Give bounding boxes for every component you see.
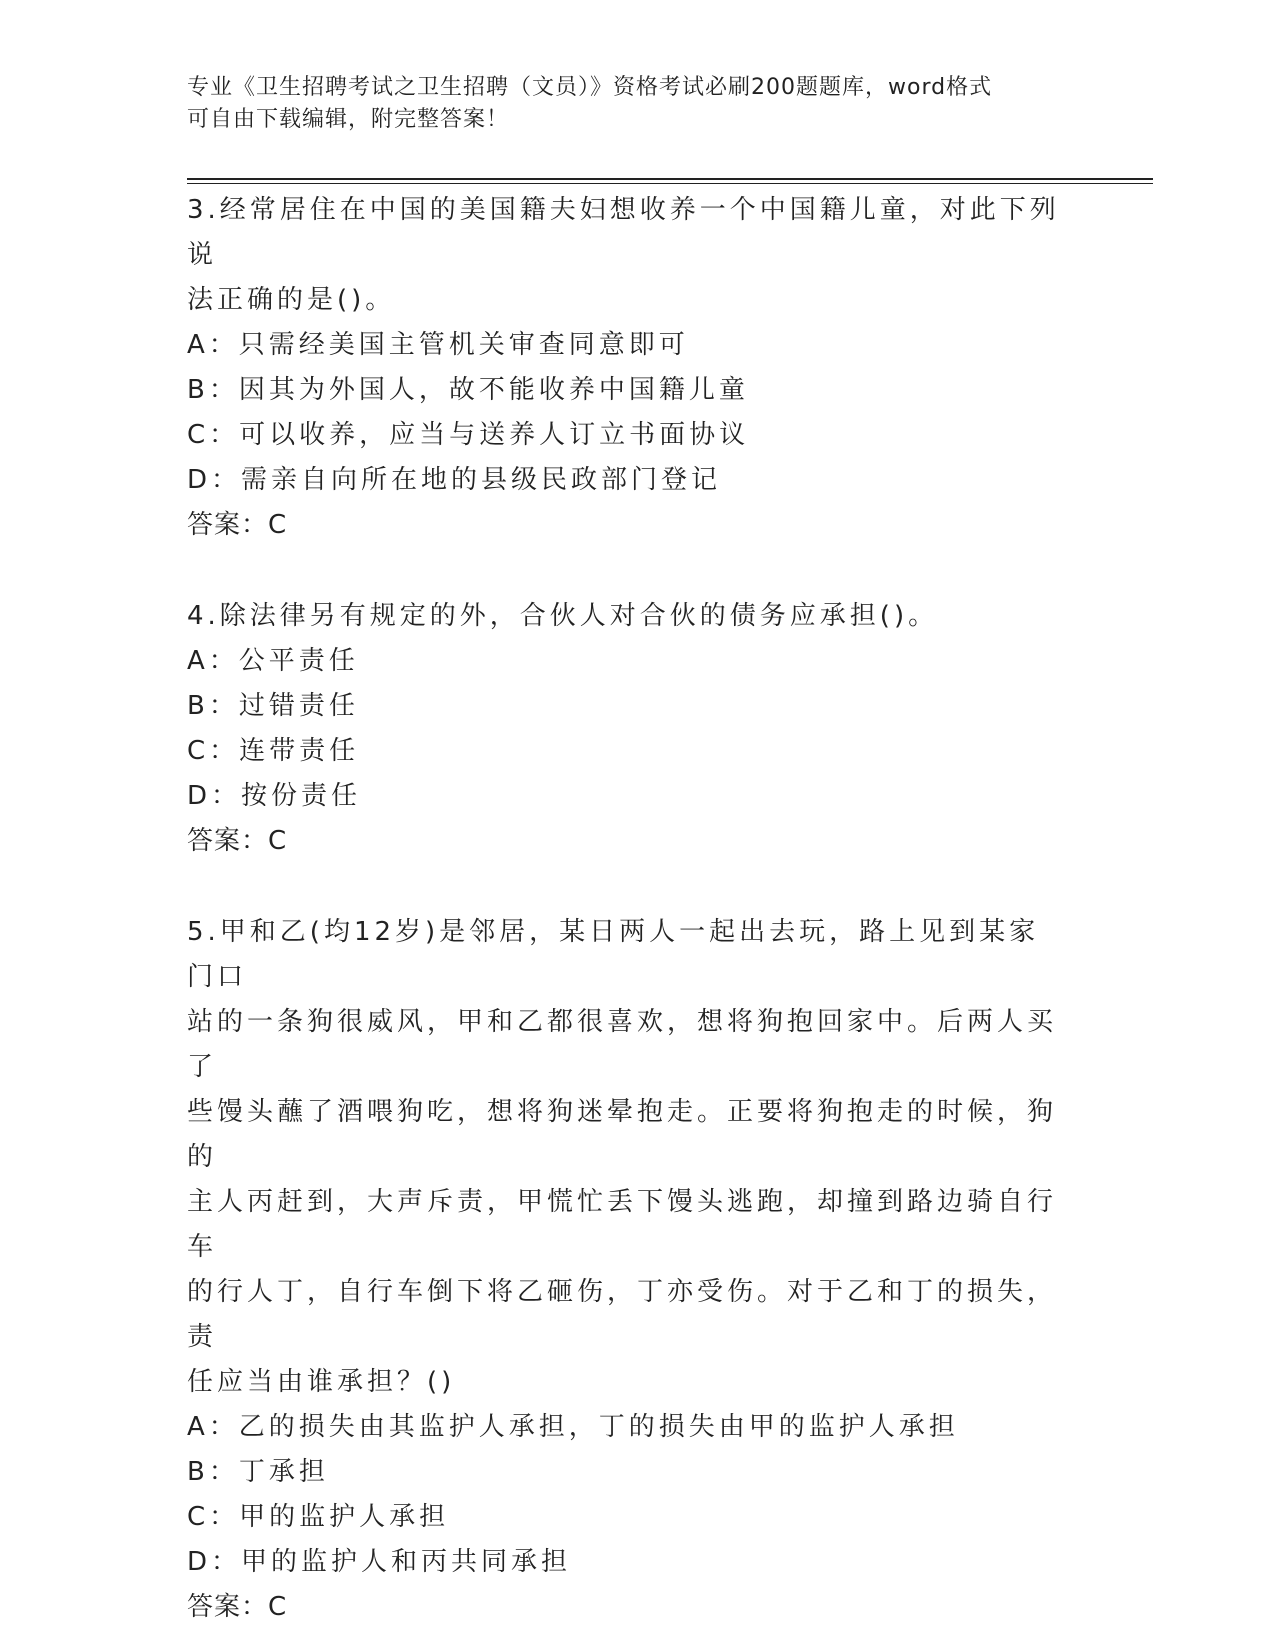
- option-c: C：可以收养，应当与送养人订立书面协议: [187, 420, 750, 450]
- option-b: B：因其为外国人，故不能收养中国籍儿童: [187, 375, 749, 405]
- header-divider-thin: [187, 183, 1153, 184]
- answer: 答案：C: [187, 826, 288, 856]
- answer: 答案：C: [187, 1592, 288, 1622]
- option-d: D：甲的监护人和丙共同承担: [187, 1547, 572, 1577]
- question-4: [187, 594, 1067, 864]
- option-c: C：甲的监护人承担: [187, 1502, 450, 1532]
- question-spacer: [187, 864, 1067, 910]
- question-stem-line: 法正确的是()。: [187, 285, 396, 315]
- option-d: D：需亲自向所在地的县级民政部门登记: [187, 465, 722, 495]
- option-b: B：丁承担: [187, 1457, 329, 1487]
- option-d: D：按份责任: [187, 781, 362, 811]
- option-a: A：只需经美国主管机关审查同意即可: [187, 330, 689, 360]
- question-stem-line: 3.经常居住在中国的美国籍夫妇想收养一个中国籍儿童，对此下列说: [187, 195, 1060, 270]
- question-3: [187, 188, 1067, 548]
- question-stem-line: 任应当由谁承担？(): [187, 1367, 456, 1397]
- document-header: [187, 72, 1067, 136]
- question-stem-line: 5.甲和乙(均12岁)是邻居，某日两人一起出去玩，路上见到某家门口: [187, 917, 1040, 992]
- question-stem-line: 站的一条狗很威风，甲和乙都很喜欢，想将狗抱回家中。后两人买了: [187, 1007, 1058, 1082]
- question-stem-line: 些馒头蘸了酒喂狗吃，想将狗迷晕抱走。正要将狗抱走的时候，狗的: [187, 1097, 1058, 1172]
- answer: 答案：C: [187, 510, 288, 540]
- option-a: A：公平责任: [187, 646, 359, 676]
- header-line-1: 专业《卫生招聘考试之卫生招聘（文员）》资格考试必刷200题题库，word格式: [187, 75, 993, 100]
- header-line-2: 可自由下载编辑，附完整答案！: [187, 107, 510, 132]
- question-stem-line: 的行人丁，自行车倒下将乙砸伤，丁亦受伤。对于乙和丁的损失，责: [187, 1277, 1058, 1352]
- question-stem-line: 主人丙赶到，大声斥责，甲慌忙丢下馒头逃跑，却撞到路边骑自行车: [187, 1187, 1058, 1262]
- question-5: [187, 910, 1067, 1630]
- option-b: B：过错责任: [187, 691, 359, 721]
- option-c: C：连带责任: [187, 736, 360, 766]
- question-stem-line: 4.除法律另有规定的外，合伙人对合伙的债务应承担()。: [187, 601, 939, 631]
- option-a: A：乙的损失由其监护人承担，丁的损失由甲的监护人承担: [187, 1412, 959, 1442]
- question-spacer: [187, 548, 1067, 594]
- question-list: [187, 188, 1067, 1630]
- header-divider-thick: [187, 178, 1153, 180]
